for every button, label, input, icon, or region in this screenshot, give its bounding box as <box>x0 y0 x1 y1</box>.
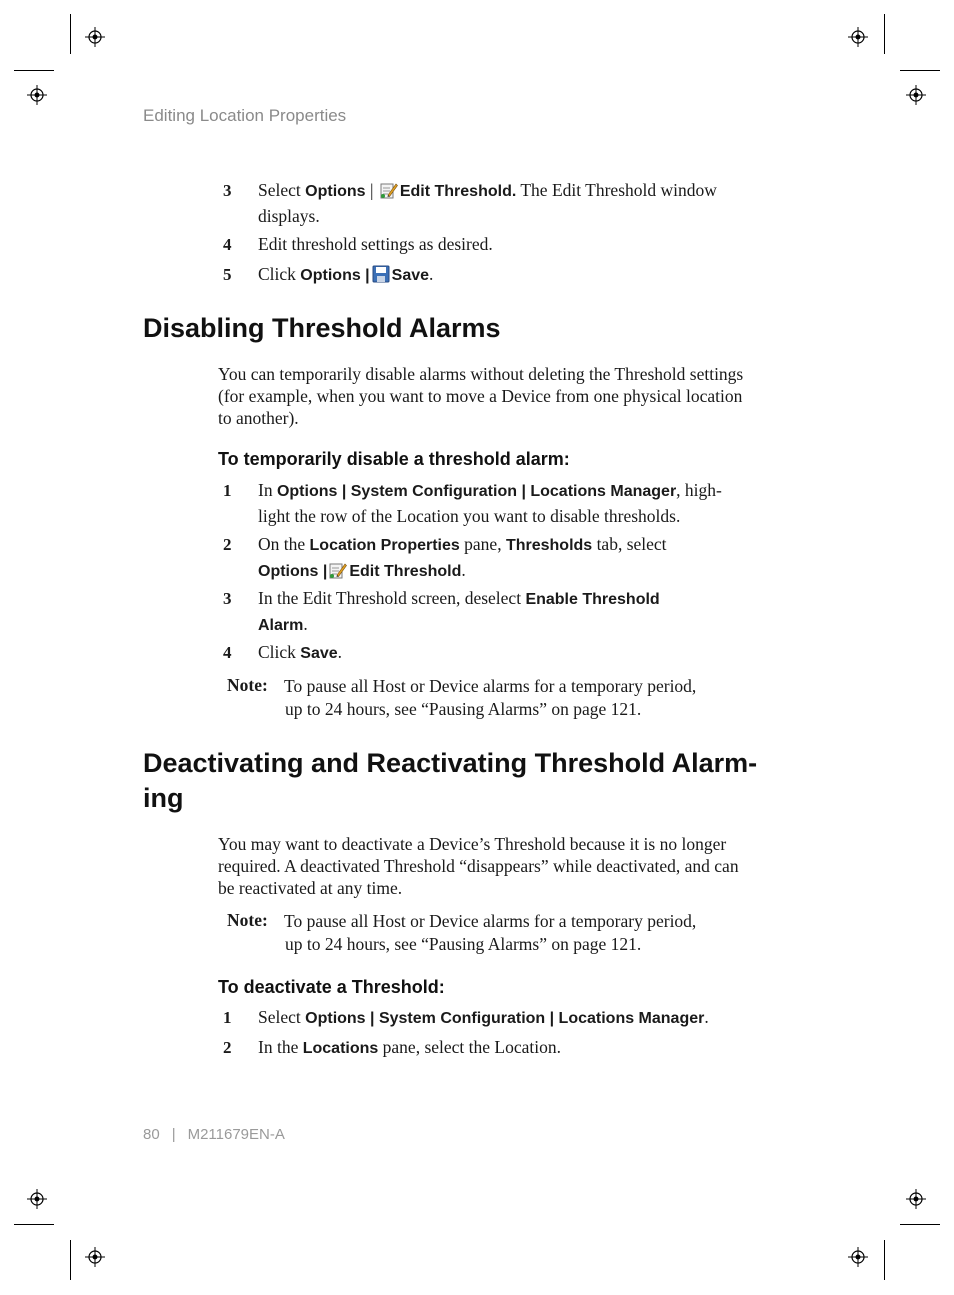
procedure-heading: To temporarily disable a threshold alarm: <box>218 449 570 469</box>
section-heading: Deactivating and Reactivating Threshold Alarm- ing <box>143 748 758 813</box>
step-text: In Options | System Configuration | Locations Manager, high- light the row of the Location you want to disable thresholds. <box>258 480 722 526</box>
ui-label: Enable Threshold <box>525 591 660 608</box>
note-text: To pause all Host or Device alarms for a temporary period, up to 24 hours, see “Pausing Alarms” on page 121. <box>284 676 697 719</box>
crop-mark <box>900 70 940 71</box>
ui-label: Options | System Configuration | Locations Manager <box>276 483 677 500</box>
step-text: Select Options | System Configuration | Locations Manager. <box>258 1007 709 1027</box>
registration-mark-icon <box>848 27 868 47</box>
ui-label: Options | System Configuration | Locations Manager <box>305 1010 705 1027</box>
ui-label: Save <box>391 267 430 284</box>
note-label: Note: <box>227 910 268 930</box>
page-number: 80 <box>143 1126 160 1143</box>
edit-threshold-icon <box>329 561 347 579</box>
note-text: To pause all Host or Device alarms for a temporary period, up to 24 hours, see “Pausing Alarms” on page 121. <box>284 911 697 954</box>
step-text: Select Options | Edit Threshold. The Edit Threshold window displays. <box>258 180 717 226</box>
step-number: 1 <box>223 481 232 500</box>
ui-label: Locations <box>302 1040 379 1057</box>
crop-mark <box>884 1240 885 1280</box>
registration-mark-icon <box>85 1247 105 1267</box>
ui-label: Options | <box>258 563 328 580</box>
registration-mark-icon <box>906 1189 926 1209</box>
registration-mark-icon <box>27 1189 47 1209</box>
ui-label: Options | <box>300 267 370 284</box>
procedure-heading: To deactivate a Threshold: <box>218 977 445 997</box>
section-heading: Disabling Threshold Alarms <box>143 313 501 343</box>
step-text: Edit threshold settings as desired. <box>258 234 493 254</box>
crop-mark <box>70 1240 71 1280</box>
step-text: In the Locations pane, select the Location. <box>258 1037 561 1057</box>
step-number: 4 <box>223 235 232 254</box>
step-number: 3 <box>223 589 232 608</box>
crop-mark <box>14 1224 54 1225</box>
crop-mark <box>14 70 54 71</box>
step-number: 2 <box>223 535 232 554</box>
step-number: 5 <box>223 265 232 284</box>
step-number: 3 <box>223 181 232 200</box>
registration-mark-icon <box>906 85 926 105</box>
step-number: 4 <box>223 643 232 662</box>
running-header: Editing Location Properties <box>143 106 347 125</box>
ui-label: Options <box>305 183 366 200</box>
ui-label: Thresholds <box>505 537 593 554</box>
ui-label: Save <box>300 645 338 662</box>
page-footer <box>143 1126 285 1143</box>
ui-label: Edit Threshold <box>349 563 462 580</box>
ui-label: Location Properties <box>309 537 460 554</box>
registration-mark-icon <box>85 27 105 47</box>
crop-mark <box>884 14 885 54</box>
footer-separator: | <box>171 1126 176 1143</box>
paragraph: You can temporarily disable alarms without deleting the Threshold settings (for example, when you want to move a Device from one physical location to another). <box>218 364 744 428</box>
note-label: Note: <box>227 675 268 695</box>
step-number: 2 <box>223 1038 232 1057</box>
paragraph: You may want to deactivate a Device’s Threshold because it is no longer required. A deactivated Threshold “disappears” while deactivated, and can be reactivated at any time. <box>218 834 739 898</box>
save-icon <box>372 265 390 283</box>
step-text: Click Save. <box>258 642 343 662</box>
step-text: In the Edit Threshold screen, deselect Enable Threshold Alarm. <box>258 588 660 634</box>
edit-threshold-icon <box>380 181 398 199</box>
registration-mark-icon <box>848 1247 868 1267</box>
ui-label: Edit Threshold. <box>399 183 517 200</box>
registration-mark-icon <box>27 85 47 105</box>
step-text: Click Options | Save. <box>258 264 434 284</box>
document-id: M211679EN-A <box>187 1126 285 1143</box>
ui-label: Alarm <box>258 617 304 634</box>
step-number: 1 <box>223 1008 232 1027</box>
crop-mark <box>70 14 71 54</box>
crop-mark <box>900 1224 940 1225</box>
step-text: On the Location Properties pane, Thresholds tab, select Options | Edit Threshold. <box>258 534 667 580</box>
